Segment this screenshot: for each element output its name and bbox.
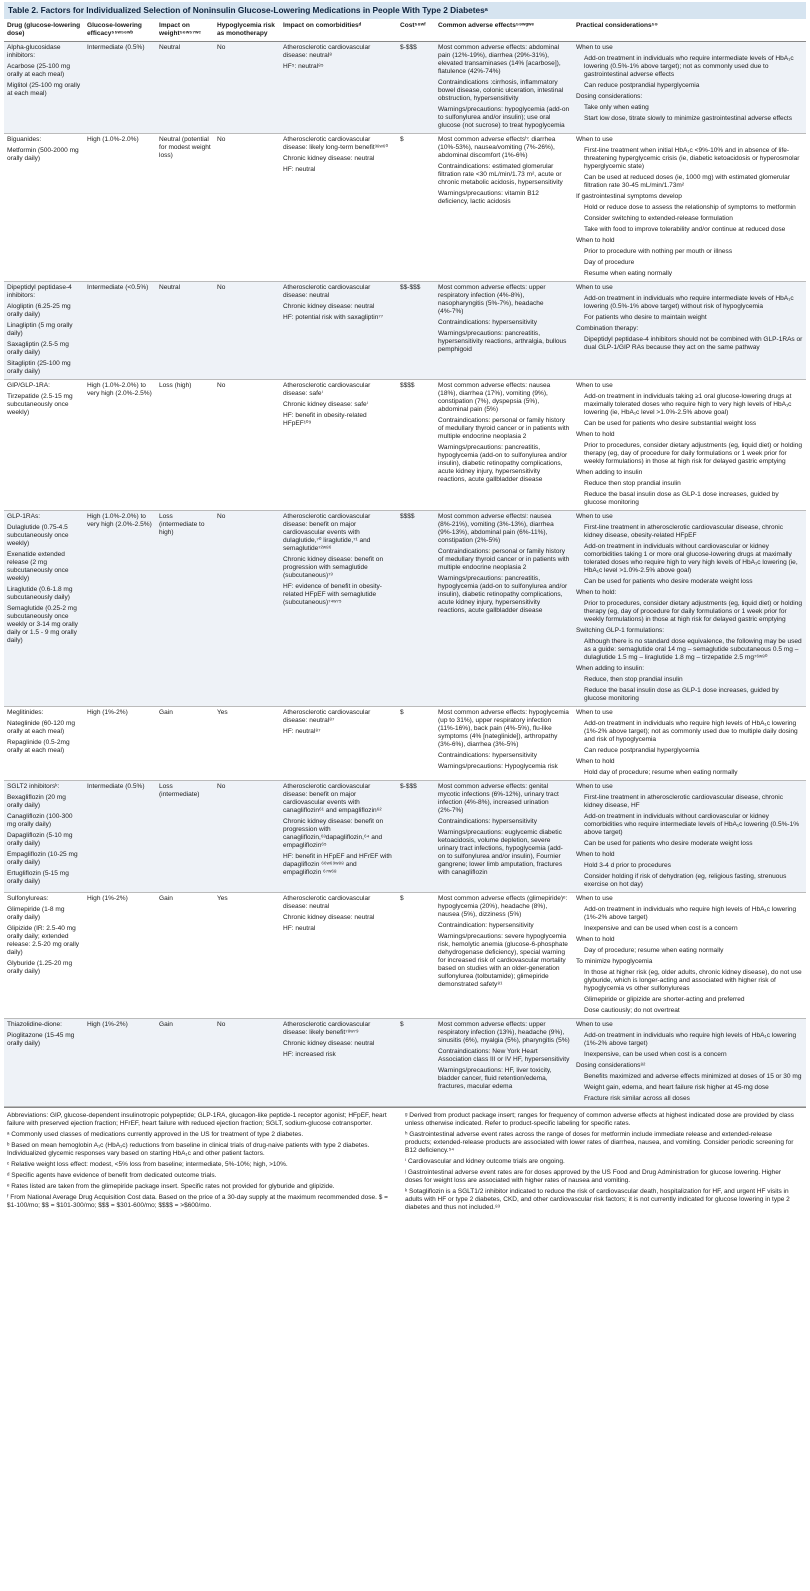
practical-heading: When to use <box>576 136 613 143</box>
cell-cost-line: $$-$$$ <box>400 284 421 291</box>
table-row <box>4 282 806 380</box>
cell-adverse-effects-line: Warnings/precautions: euglycemic diabetic ketoacidosis, volume depletion, severe urinary tract infections, hypoglycemia (add-on to sulfonylurea and/or insulin), Fournier gangrene; lower limb amputation, fractures with canagliflozin <box>438 829 563 876</box>
practical-item: Can reduce postprandial hyperglycemia <box>584 747 700 754</box>
cell-weight <box>156 42 214 134</box>
cell-adverse-effects-line: Most common adverse effects: upper respiratory infection (4%-8%), nasopharyngitis (5%-7%), headache (4%-7%) <box>438 284 546 315</box>
practical-heading: When to use <box>576 1021 613 1028</box>
header-comorbidities: Impact on comorbiditiesᵈ <box>280 19 397 42</box>
cell-efficacy <box>84 380 156 511</box>
practical-item: Although there is no standard dose equivalence, the following may be used as a guide: semaglutide oral 14 mg – semaglutide subcutaneous 0.5 mg – dulaglutide 1.5 mg – liraglutide 1.8 mg – tirzepatide 2.5 mg⁷⁶ʷ⁸⁰ <box>584 638 802 661</box>
cell-adverse-effects <box>435 134 573 282</box>
table-row <box>4 134 806 282</box>
practical-heading: When to hold <box>576 237 615 244</box>
practical-item: Reduce the basal insulin dose as GLP-1 dose increases, guided by glucose monitoring <box>584 491 779 506</box>
cell-drug-line: Dipeptidyl peptidase-4 inhibitors: <box>7 284 72 299</box>
cell-efficacy <box>84 707 156 781</box>
practical-item: Weight gain, edema, and heart failure risk higher at 45-mg dose <box>584 1084 769 1091</box>
cell-drug <box>4 1019 84 1107</box>
cell-cost <box>397 1019 435 1107</box>
cell-drug-line: Glyburide (1.25-20 mg orally daily) <box>7 960 73 975</box>
cell-hypoglycemia <box>214 781 280 893</box>
cell-adverse-effects-line: Most common adverse effectsʰ: diarrhea (10%-53%), nausea/vomiting (7%-26%), abdominal discomfort (1%-6%) <box>438 136 556 159</box>
cell-comorbidities <box>280 511 397 707</box>
practical-item: Consider switching to extended-release formulation <box>584 215 733 222</box>
cell-comorbidities-line: HF: neutral <box>283 166 316 173</box>
cell-practical <box>573 42 806 134</box>
cell-adverse-effects <box>435 1019 573 1107</box>
practical-heading: When to use <box>576 44 613 51</box>
practical-item: Can be used for patients who desire substantial weight loss <box>584 420 757 427</box>
cell-comorbidities-line: Atherosclerotic cardiovascular disease: likely benefit⁷⁸ʷ⁷⁹ <box>283 1021 371 1036</box>
cell-efficacy-line: Intermediate (0.5%) <box>87 783 145 790</box>
cell-adverse-effects-line: Contraindications: hypersensitivity <box>438 752 537 759</box>
footnotes-left <box>7 1112 405 1215</box>
practical-item: Add-on treatment in individuals without cardiovascular or kidney comorbidities taking 1 or more oral glucose-lowering drugs at maximally tolerated doses who require high to very high levels of HbA₁c lowering (ie, HbA₁c level >1.0%-2.5% above goal) <box>584 543 798 574</box>
cell-adverse-effects <box>435 380 573 511</box>
cell-weight-line: Gain <box>159 895 173 902</box>
cell-adverse-effects-line: Warnings/precautions: hypoglycemia (add-on to sulfonylurea and/or insulin); use oral glucose (not sucrose) to treat hypoglycemia <box>438 106 570 129</box>
practical-heading: Dosing considerations⁸² <box>576 1062 646 1069</box>
practical-item: Reduce then stop prandial insulin <box>584 480 681 487</box>
cell-drug-line: Meglitinides: <box>7 709 44 716</box>
practical-heading: When to use <box>576 382 613 389</box>
cell-cost-line: $-$$$ <box>400 44 417 51</box>
cell-drug-line: SGLT2 inhibitorsᵏ: <box>7 783 60 790</box>
cell-cost-line: $ <box>400 1021 404 1028</box>
practical-item: First-line treatment in atherosclerotic cardiovascular disease, chronic kidney disease, HF <box>584 794 784 809</box>
footnote: ᵇ Based on mean hemoglobin A₁c (HbA₁c) reductions from baseline in clinical trials of drug-naive patients with type 2 diabetes. Individualized glycemic responses vary based on starting HbA₁c and other patient factors. <box>7 1142 370 1157</box>
practical-item: Add-on treatment in individuals who require intermediate levels of HbA₁c lowering (0.5%-1% above target) without risk of hypoglycemia <box>584 295 794 310</box>
practical-item: Benefits maximized and adverse effects minimized at doses of 15 or 30 mg <box>584 1073 802 1080</box>
practical-item: Reduce, then stop prandial insulin <box>584 676 683 683</box>
cell-drug <box>4 893 84 1019</box>
cell-comorbidities-line: Chronic kidney disease: neutral <box>283 1040 375 1047</box>
practical-item: Add-on treatment in individuals who require high levels of HbA₁c lowering (1%-2% above target) <box>584 1032 797 1047</box>
cell-weight-line: Neutral <box>159 44 181 51</box>
cell-practical <box>573 134 806 282</box>
practical-item: Can be used at reduced doses (ie, 1000 mg) with estimated glomerular filtration rate 30-45 mL/min/1.73m² <box>584 174 790 189</box>
practical-item: Add-on treatment in individuals who require high levels of HbA₁c lowering (1%-2% above target) <box>584 906 797 921</box>
cell-weight <box>156 134 214 282</box>
practical-heading: When to hold <box>576 758 615 765</box>
cell-drug-line: Bexagliflozin (20 mg orally daily) <box>7 794 66 809</box>
practical-item: Add-on treatment in individuals without cardiovascular or kidney comorbidities who require intermediate levels of HbA₁c lowering (0.5%-1% above target) <box>584 813 800 836</box>
cell-hypoglycemia-line: Yes <box>217 709 228 716</box>
cell-drug-line: Miglitol (25-100 mg orally at each meal) <box>7 82 81 97</box>
cell-drug-line: Liraglutide (0.6-1.8 mg subcutaneously daily) <box>7 586 73 601</box>
cell-drug-line: Metformin (500-2000 mg orally daily) <box>7 147 79 162</box>
cell-adverse-effects <box>435 781 573 893</box>
cell-cost <box>397 380 435 511</box>
cell-efficacy <box>84 893 156 1019</box>
cell-weight <box>156 1019 214 1107</box>
cell-hypoglycemia <box>214 1019 280 1107</box>
cell-comorbidities <box>280 893 397 1019</box>
practical-item: Add-on treatment in individuals taking ≥1 oral glucose-lowering drugs at maximally tolerated doses who require high to very high levels of HbA₁c lowering (ie, HbA₁c level >1.0%-2.5% above goal) <box>584 393 792 416</box>
practical-item: Dipeptidyl peptidase-4 inhibitors should not be combined with GLP-1RAs or dual GLP-1/GIP RAs because they act on the same pathway <box>584 336 803 351</box>
cell-adverse-effects-line: Contraindications: hypersensitivity <box>438 818 537 825</box>
cell-drug-line: Pioglitazone (15-45 mg orally daily) <box>7 1032 75 1047</box>
cell-drug-line: Acarbose (25-100 mg orally at each meal) <box>7 63 70 78</box>
practical-item: First-line treatment when initial HbA₁c <9%-10% and in absence of life-threatening hyperglycemic crisis (ie, diabetic ketoacidosis or hyperosmolar hyperglycemic state) <box>584 147 800 170</box>
cell-drug-line: Sitagliptin (25-100 mg orally daily) <box>7 360 71 375</box>
cell-efficacy <box>84 282 156 380</box>
cell-cost-line: $$$$ <box>400 382 415 389</box>
cell-hypoglycemia-line: No <box>217 513 226 520</box>
cell-comorbidities-line: Atherosclerotic cardiovascular disease: safeⁱ <box>283 382 371 397</box>
practical-heading: When to use <box>576 783 613 790</box>
cell-drug-line: Linagliptin (5 mg orally daily) <box>7 322 73 337</box>
cell-practical <box>573 781 806 893</box>
cell-comorbidities <box>280 707 397 781</box>
cell-hypoglycemia-line: No <box>217 382 226 389</box>
cell-hypoglycemia-line: Yes <box>217 895 228 902</box>
cell-adverse-effects <box>435 707 573 781</box>
practical-item: First-line treatment in atherosclerotic cardiovascular disease, chronic kidney disease, obesity-related HFpEF <box>584 524 784 539</box>
cell-adverse-effects <box>435 893 573 1019</box>
cell-efficacy <box>84 42 156 134</box>
footnote: ᶠ From National Average Drug Acquisition Cost data. Based on the price of a 30-day supply at the maximum recommended dose. $ = $1-100/mo; $$ = $101-300/mo; $$$ = $301-600/mo; $$$$ = >$600/mo. <box>7 1194 388 1209</box>
cell-weight <box>156 511 214 707</box>
cell-cost <box>397 511 435 707</box>
cell-cost-line: $-$$$ <box>400 783 417 790</box>
header-practical: Practical considerations⁵⁹ <box>573 19 806 42</box>
practical-item: In those at higher risk (eg, older adults, chronic kidney disease), do not use glyburide, which is longer-acting and associated with higher risk of hypoglycemia vs other sulfonylureas <box>584 969 802 992</box>
header-weight: Impact on weight⁵⁶ʷ⁵⁷ʷᶜ <box>156 19 214 42</box>
cell-comorbidities-line: Atherosclerotic cardiovascular disease: neutral⁸ <box>283 44 371 59</box>
cell-efficacy <box>84 134 156 282</box>
cell-hypoglycemia-line: No <box>217 1021 226 1028</box>
cell-drug-line: Dulaglutide (0.75-4.5 subcutaneously once weekly) <box>7 524 69 547</box>
table-row <box>4 781 806 893</box>
practical-item: Consider holding if risk of dehydration (eg, religious fasting, strenuous exercise on hot day) <box>584 873 787 888</box>
cell-adverse-effects <box>435 511 573 707</box>
practical-heading: To minimize hypoglycemia <box>576 958 653 965</box>
practical-item: Inexpensive, can be used when cost is a concern <box>584 1051 727 1058</box>
practical-item: Can be used for patients who desire moderate weight loss <box>584 840 753 847</box>
cell-hypoglycemia-line: No <box>217 136 226 143</box>
cell-hypoglycemia <box>214 134 280 282</box>
cell-efficacy-line: High (1.0%-2.0%) <box>87 136 139 143</box>
header-adverse-effects: Common adverse effects⁵⁹ʷᵍʷᵉ <box>435 19 573 42</box>
cell-weight-line: Loss (intermediate) <box>159 783 200 798</box>
practical-item: For patients who desire to maintain weight <box>584 314 707 321</box>
cell-cost-line: $$$$ <box>400 513 415 520</box>
practical-item: Add-on treatment in individuals who require intermediate levels of HbA₁c lowering (0.5%-1% above target); not as commonly used due to gastrointestinal adverse effects <box>584 55 794 78</box>
cell-weight-line: Gain <box>159 1021 173 1028</box>
cell-adverse-effects-line: Most common adverse effects: hypoglycemia (up to 31%), upper respiratory infection (11%-16%), back pain (4%-5%), flu-like symptoms (4% [nateglinide]), arthropathy (3%-6%), diarrhea (3%-5%) <box>438 709 569 748</box>
cell-efficacy-line: High (1%-2%) <box>87 709 128 716</box>
cell-comorbidities-line: Atherosclerotic cardiovascular disease: neutral <box>283 895 371 910</box>
cell-adverse-effects-line: Contraindications: personal or family history of medullary thyroid cancer or in patients with multiple endocrine neoplasia 2 <box>438 417 570 440</box>
practical-heading: When to use <box>576 284 613 291</box>
practical-heading: If gastrointestinal symptoms develop <box>576 193 682 200</box>
cell-adverse-effects-line: Most common adverse effects (glimepiride)ᵉ: hypoglycemia (20%), headache (8%), nausea (5%), dizziness (5%) <box>438 895 568 918</box>
cell-drug-line: Biguanides: <box>7 136 42 143</box>
cell-drug-line: Saxagliptin (2.5-5 mg orally daily) <box>7 341 69 356</box>
footnote: Abbreviations: GIP, glucose-dependent insulinotropic polypeptide; GLP-1RA, glucagon-like peptide-1 receptor agonist; HFpEF, heart failure with preserved ejection fraction; HFrEF, heart failure with reduced ejection fraction; SGLT, sodium-glucose cotransporter. <box>7 1112 387 1127</box>
footnotes <box>4 1107 806 1215</box>
cell-drug-line: Nateglinide (60-120 mg orally at each meal) <box>7 720 76 735</box>
practical-item: Start low dose, titrate slowly to minimize gastrointestinal adverse effects <box>584 115 793 122</box>
cell-comorbidities-line: Chronic kidney disease: safeⁱ <box>283 401 368 408</box>
cell-cost-line: $ <box>400 895 404 902</box>
cell-drug-line: Empagliflozin (10-25 mg orally daily) <box>7 851 78 866</box>
practical-heading: When to hold: <box>576 589 617 596</box>
cell-comorbidities-line: HF: potential risk with saxagliptin⁷⁷ <box>283 314 384 321</box>
practical-item: Day of procedure <box>584 259 635 266</box>
footnote: ᵃ Commonly used classes of medications currently approved in the US for treatment of type 2 diabetes. <box>7 1131 304 1138</box>
cell-adverse-effects-line: Most common adverse effects: abdominal pain (12%-19%), diarrhea (29%-31%), elevated transaminases (14% [acarbose]), flatulence (42%-74%) <box>438 44 561 75</box>
cell-comorbidities <box>280 134 397 282</box>
cell-comorbidities-line: Chronic kidney disease: neutral <box>283 914 375 921</box>
cell-adverse-effects-line: Warnings/precautions: severe hypoglycemia risk, hemolytic anemia (glucose-6-phosphate dehydrogenase deficiency), special warning for increased risk of cardiovascular mortality based on studies with an older-generation sulfonylurea (tolbutamide); glimepiride demonstrated safety⁸¹ <box>438 933 568 988</box>
cell-cost-line: $ <box>400 709 404 716</box>
cell-drug <box>4 42 84 134</box>
practical-heading: When to use <box>576 513 613 520</box>
cell-drug-line: Canagliflozin (100-300 mg orally daily) <box>7 813 73 828</box>
cell-comorbidities-line: HF⁵: neutral⁸⁵ <box>283 63 324 70</box>
cell-comorbidities-line: Chronic kidney disease: neutral <box>283 155 375 162</box>
cell-drug-line: Alpha-glucosidase inhibitors: <box>7 44 61 59</box>
cell-drug-line: Alogliptin (6.25-25 mg orally daily) <box>7 303 71 318</box>
footnote: ᵈ Specific agents have evidence of benefit from dedicated outcome trials. <box>7 1172 217 1179</box>
cell-hypoglycemia <box>214 42 280 134</box>
practical-item: Fracture risk similar across all doses <box>584 1095 690 1102</box>
cell-comorbidities-line: HF: evidence of benefit in obesity-related HFpEF with semaglutide (subcutaneous)⁷⁴ʷ⁷⁵ <box>283 583 382 606</box>
cell-practical <box>573 893 806 1019</box>
medication-table <box>4 19 806 1107</box>
cell-drug <box>4 707 84 781</box>
cell-adverse-effects-line: Warnings/precautions: pancreatitis, hypoglycemia (add-on to sulfonylurea and/or insulin), diabetic retinopathy complications, acute kidney injury, hypersensitivity reactions, acute gallbladder disease <box>438 444 568 483</box>
cell-efficacy-line: High (1%-2%) <box>87 1021 128 1028</box>
practical-item: Take only when eating <box>584 104 649 111</box>
practical-item: Reduce the basal insulin dose as GLP-1 dose increases, guided by glucose monitoring <box>584 687 779 702</box>
cell-efficacy <box>84 511 156 707</box>
header-hypoglycemia: Hypoglycemia risk as monotherapy <box>214 19 280 42</box>
cell-weight-line: Loss (intermediate to high) <box>159 513 205 536</box>
cell-comorbidities-line: HF: benefit in HFpEF and HFrEF with dapagliflozin ⁶⁶ʷ⁶⁹ʷ⁸⁸ and empagliflozin ⁶⁷ʷ⁶⁸ <box>283 853 392 876</box>
header-efficacy: Glucose-lowering efficacy⁵⁵ʷ⁵⁶ʷᵇ <box>84 19 156 42</box>
practical-item: Prior to procedures, consider dietary adjustments (eg, liquid diet) or holding therapy (eg, day of procedure for daily formulations or 1 week prior for weekly formulations) in those at high risk for delayed gastric emptying <box>584 600 802 623</box>
cell-adverse-effects-line: Most common adverse effects: upper respiratory infection (13%), headache (9%), sinusitis (6%), myalgia (5%), pharyngitis (5%) <box>438 1021 570 1044</box>
cell-drug <box>4 380 84 511</box>
cell-drug-line: Repaglinide (0.5-2mg orally at each meal) <box>7 739 70 754</box>
cell-comorbidities-line: Atherosclerotic cardiovascular disease: neutral <box>283 284 371 299</box>
cell-cost <box>397 282 435 380</box>
cell-cost <box>397 781 435 893</box>
cell-weight-line: Gain <box>159 709 173 716</box>
cell-comorbidities <box>280 380 397 511</box>
practical-heading: When adding to insulin: <box>576 665 645 672</box>
cell-cost <box>397 42 435 134</box>
cell-adverse-effects <box>435 42 573 134</box>
cell-adverse-effects-line: Contraindications: personal or family history of medullary thyroid cancer or in patients with multiple endocrine neoplasia 2 <box>438 548 570 571</box>
practical-item: Hold or reduce dose to assess the relationship of symptoms to metformin <box>584 204 796 211</box>
practical-item: Dose cautiously; do not overtreat <box>584 1007 680 1014</box>
cell-hypoglycemia <box>214 380 280 511</box>
practical-heading: When to use <box>576 709 613 716</box>
cell-practical <box>573 282 806 380</box>
cell-weight <box>156 707 214 781</box>
practical-heading: Switching GLP-1 formulations: <box>576 627 665 634</box>
practical-item: Hold day of procedure; resume when eating normally <box>584 769 738 776</box>
practical-heading: When to hold <box>576 431 615 438</box>
cell-cost-line: $ <box>400 136 404 143</box>
cell-practical <box>573 511 806 707</box>
table-row <box>4 380 806 511</box>
practical-item: Can reduce postprandial hyperglycemia <box>584 82 700 89</box>
cell-adverse-effects-line: Contraindications :cirrhosis, inflammatory bowel disease, colonic ulceration, intestinal obstruction, hypersensitivity <box>438 79 564 102</box>
cell-adverse-effects-line: Contraindications: estimated glomerular filtration rate <30 mL/min/1.73 m², acute or chronic metabolic acidosis, hypersensitivity <box>438 163 563 186</box>
cell-efficacy <box>84 781 156 893</box>
cell-adverse-effects-line: Contraindications: hypersensitivity <box>438 319 537 326</box>
cell-comorbidities-line: Chronic kidney disease: neutral <box>283 303 375 310</box>
cell-adverse-effects-line: Most common adverse effects: genital mycotic infections (6%-12%), urinary tract infection (4%-8%), increased urination (2%-7%) <box>438 783 559 814</box>
cell-adverse-effects-line: Warnings/precautions: vitamin B12 deficiency, lactic acidosis <box>438 190 539 205</box>
cell-efficacy-line: Intermediate (0.5%) <box>87 44 145 51</box>
footnote: ᵍ Derived from product package insert; ranges for frequency of common adverse effects at highest indicated dose are provided by class unless otherwise indicated. Refer to product-specific labeling for specific rates. <box>405 1112 794 1127</box>
cell-weight <box>156 282 214 380</box>
cell-cost <box>397 707 435 781</box>
cell-drug <box>4 511 84 707</box>
cell-weight <box>156 781 214 893</box>
practical-item: Prior to procedures, consider dietary adjustments (eg, liquid diet) or holding therapy (eg, day of procedure for daily formulations or 1 week prior for weekly formulations) in those at high risk for delayed gastric emptying <box>584 442 802 465</box>
cell-adverse-effects-line: Warnings/precautions: Hypoglycemia risk <box>438 763 558 770</box>
cell-adverse-effects-line: Most common adverse effectsʲ: nausea (8%-21%), vomiting (3%-13%), diarrhea (9%-13%), abdominal pain (6%-11%), constipation (2%-5%) <box>438 513 554 544</box>
header-cost: Cost⁵⁸ʷᶠ <box>397 19 435 42</box>
cell-adverse-effects-line: Warnings/precautions: pancreatitis, hypersensitivity reactions, arthralgia, bullous pemphigoid <box>438 330 567 353</box>
cell-drug-line: GIP/GLP-1RA: <box>7 382 50 389</box>
cell-comorbidities-line: Chronic kidney disease: benefit on progression with canagliflozin,⁶³dapagliflozin,⁶⁴ and empagliflozin⁶⁵ <box>283 818 384 849</box>
cell-drug-line: Glimepiride (1-8 mg orally daily) <box>7 906 65 921</box>
footnote: ᵉ Rates listed are taken from the glimepiride package insert. Specific rates not provided for glyburide and glipizide. <box>7 1183 335 1190</box>
cell-hypoglycemia-line: No <box>217 44 226 51</box>
practical-heading: When adding to insulin <box>576 469 643 476</box>
cell-comorbidities-line: Atherosclerotic cardiovascular disease: likely long-term benefit³⁸ʷ⁶⁰ <box>283 136 389 151</box>
cell-weight-line: Neutral <box>159 284 181 291</box>
cell-drug-line: Thiazolidine-dione: <box>7 1021 62 1028</box>
footnotes-right <box>405 1112 803 1215</box>
practical-item: Take with food to improve tolerability and/or continue at reduced dose <box>584 226 786 233</box>
table-row <box>4 707 806 781</box>
cell-comorbidities-line: HF: benefit in obesity-related HFpEF¹⁰⁹ <box>283 412 367 427</box>
cell-adverse-effects-line: Warnings/precautions: HF, liver toxicity, bladder cancer, fluid retention/edema, fractures, macular edema <box>438 1067 552 1090</box>
cell-drug-line: Sulfonylureas: <box>7 895 49 902</box>
cell-drug-line: Exenatide extended release (2 mg subcutaneously once weekly) <box>7 551 69 582</box>
table-row <box>4 1019 806 1107</box>
cell-comorbidities <box>280 781 397 893</box>
practical-item: Add-on treatment in individuals who require high levels of HbA₁c lowering (1%-2% above target); not as commonly used due to multiple daily dosing and risk of hypoglycemia <box>584 720 798 743</box>
practical-heading: When to use <box>576 895 613 902</box>
cell-comorbidities-line: HF: increased risk <box>283 1051 336 1058</box>
practical-heading: When to hold <box>576 936 615 943</box>
footnote: ᶜ Relative weight loss effect: modest, <5% loss from baseline; intermediate, 5%-10%; high, >10%. <box>7 1161 288 1168</box>
cell-drug-line: Tirzepatide (2.5-15 mg subcutaneously once weekly) <box>7 393 73 416</box>
practical-item: Day of procedure; resume when eating normally <box>584 947 724 954</box>
cell-efficacy-line: High (1.0%-2.0%) to very high (2.0%-2.5%) <box>87 382 152 397</box>
cell-comorbidities-line: Atherosclerotic cardiovascular disease: benefit on major cardiovascular events with dulaglutide,⁷⁰ liraglutide,⁷¹ and semaglutide⁷²ʷ⁸⁶ <box>283 513 371 552</box>
cell-drug-line: Dapagliflozin (5-10 mg orally daily) <box>7 832 73 847</box>
cell-comorbidities-line: Atherosclerotic cardiovascular disease: benefit on major cardiovascular events with canagliflozin⁶¹ and empagliflozin⁶² <box>283 783 382 814</box>
cell-practical <box>573 707 806 781</box>
cell-hypoglycemia-line: No <box>217 284 226 291</box>
cell-adverse-effects-line: Most common adverse effects: nausea (18%), diarrhea (17%), vomiting (9%), constipation (7%), dyspepsia (5%), abdominal pain (5%) <box>438 382 551 413</box>
cell-hypoglycemia-line: No <box>217 783 226 790</box>
cell-hypoglycemia <box>214 707 280 781</box>
cell-drug-line: GLP-1RAs: <box>7 513 41 520</box>
practical-item: Prior to procedure with nothing per mouth or illness <box>584 248 733 255</box>
table-container <box>4 2 806 1215</box>
practical-item: Inexpensive and can be used when cost is a concern <box>584 925 738 932</box>
cell-drug-line: Semaglutide (0.25-2 mg subcutaneously once weekly or 3-14 mg orally daily or 1.5 - 9 mg orally daily) <box>7 605 78 644</box>
cell-efficacy-line: High (1.0%-2.0%) to very high (2.0%-2.5%) <box>87 513 152 528</box>
cell-weight-line: Loss (high) <box>159 382 192 389</box>
table-row <box>4 511 806 707</box>
cell-drug <box>4 781 84 893</box>
cell-practical <box>573 380 806 511</box>
cell-efficacy-line: Intermediate (<0.5%) <box>87 284 149 291</box>
table-row <box>4 42 806 134</box>
cell-cost <box>397 134 435 282</box>
cell-adverse-effects-line: Contraindications: New York Heart Association class III or IV HF, hypersensitivity <box>438 1048 570 1063</box>
practical-item: Hold 3-4 d prior to procedures <box>584 862 671 869</box>
cell-cost <box>397 893 435 1019</box>
cell-weight <box>156 380 214 511</box>
cell-drug-line: Glipizide (IR: 2.5-40 mg orally daily; extended release: 2.5-20 mg orally daily) <box>7 925 80 956</box>
cell-comorbidities <box>280 282 397 380</box>
cell-adverse-effects <box>435 282 573 380</box>
cell-comorbidities-line: HF: neutral⁸⁷ <box>283 728 321 735</box>
cell-hypoglycemia <box>214 511 280 707</box>
cell-comorbidities-line: Chronic kidney disease: benefit on progression with semaglutide (subcutaneous)⁷³ <box>283 556 384 579</box>
practical-item: Glimepiride or glipizide are shorter-acting and preferred <box>584 996 745 1003</box>
footnote: ᵏ Sotagliflozin is a SGLT1/2 inhibitor indicated to reduce the risk of cardiovascular death, hospitalization for HF, and urgent HF visits in adults with HF or type 2 diabetes, CKD, and other cardiovascular risk factors; it is not currently indicated for glucose lowering in type 2 diabetes and thus not included.⁸³ <box>405 1188 790 1211</box>
cell-weight <box>156 893 214 1019</box>
cell-comorbidities-line: Atherosclerotic cardiovascular disease: neutral⁸⁷ <box>283 709 371 724</box>
practical-heading: When to hold <box>576 851 615 858</box>
cell-efficacy-line: High (1%-2%) <box>87 895 128 902</box>
cell-adverse-effects-line: Contraindication: hypersensitivity <box>438 922 534 929</box>
cell-efficacy <box>84 1019 156 1107</box>
table-row <box>4 893 806 1019</box>
practical-item: Resume when eating normally <box>584 270 673 277</box>
cell-drug <box>4 134 84 282</box>
practical-heading: Combination therapy: <box>576 325 639 332</box>
cell-comorbidities-line: HF: neutral <box>283 925 316 932</box>
cell-adverse-effects-line: Warnings/precautions: pancreatitis, hypoglycemia (add-on to sulfonylurea and/or insulin), diabetic retinopathy complications, acute kidney injury, hypersensitivity reactions, acute gallbladder disease <box>438 575 568 614</box>
practical-item: Can be used for patients who desire moderate weight loss <box>584 578 753 585</box>
practical-heading: Dosing considerations: <box>576 93 643 100</box>
header-drug: Drug (glucose-lowering dose) <box>4 19 84 42</box>
cell-comorbidities <box>280 42 397 134</box>
footnote: ʰ Gastrointestinal adverse event rates across the range of doses for metformin include immediate release and extended-release products; extended-release products are associated with lower rates of diarrhea, nausea, and vomiting. Consider periodic screening for B12 deficiency.⁵⁴ <box>405 1131 794 1154</box>
cell-comorbidities <box>280 1019 397 1107</box>
cell-hypoglycemia <box>214 282 280 380</box>
footnote: ʲ Gastrointestinal adverse event rates are for doses approved by the US Food and Drug Administration for glucose lowering. Higher doses for weight loss are associated with higher rates of nausea and vomiting. <box>405 1169 782 1184</box>
cell-drug-line: Ertugliflozin (5-15 mg orally daily) <box>7 870 69 885</box>
footnote: ⁱ Cardiovascular and kidney outcome trials are ongoing. <box>405 1158 565 1165</box>
header-row <box>4 19 806 42</box>
cell-drug <box>4 282 84 380</box>
cell-practical <box>573 1019 806 1107</box>
table-title: Table 2. Factors for Individualized Selection of Noninsulin Glucose-Lowering Medications in People With Type 2 Diabetesᵃ <box>4 2 806 19</box>
cell-hypoglycemia <box>214 893 280 1019</box>
cell-weight-line: Neutral (potential for modest weight loss) <box>159 136 211 159</box>
